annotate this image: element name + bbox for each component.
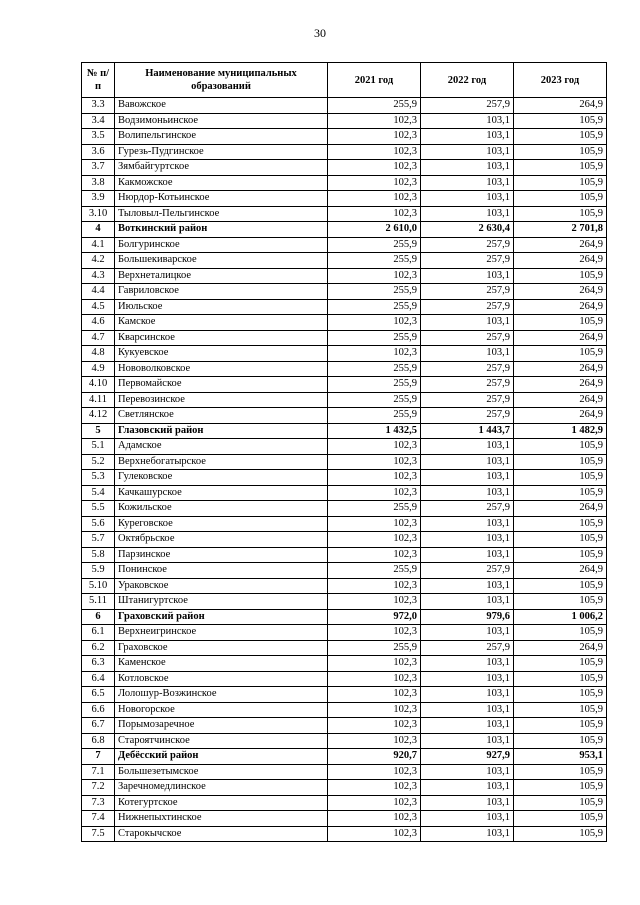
value-2023: 105,9 bbox=[514, 687, 607, 703]
row-number: 7.1 bbox=[82, 764, 115, 780]
value-2021: 102,3 bbox=[328, 113, 421, 129]
value-2022: 103,1 bbox=[421, 175, 514, 191]
value-2021: 102,3 bbox=[328, 656, 421, 672]
table-header bbox=[82, 63, 607, 98]
value-2021: 102,3 bbox=[328, 175, 421, 191]
row-number: 4.9 bbox=[82, 361, 115, 377]
municipality-name: Понинское bbox=[115, 563, 328, 579]
value-2023: 105,9 bbox=[514, 578, 607, 594]
value-2022: 103,1 bbox=[421, 764, 514, 780]
table-row bbox=[82, 268, 607, 284]
row-number: 6 bbox=[82, 609, 115, 625]
value-2022: 103,1 bbox=[421, 191, 514, 207]
value-2021: 102,3 bbox=[328, 625, 421, 641]
municipality-name: Зямбайгуртское bbox=[115, 160, 328, 176]
municipality-name: Качкашурское bbox=[115, 485, 328, 501]
row-number: 6.6 bbox=[82, 702, 115, 718]
municipality-name: Вавожское bbox=[115, 98, 328, 114]
row-number: 6.4 bbox=[82, 671, 115, 687]
table-body bbox=[82, 98, 607, 842]
municipality-name: Верхнеталицкое bbox=[115, 268, 328, 284]
value-2021: 255,9 bbox=[328, 563, 421, 579]
value-2022: 103,1 bbox=[421, 346, 514, 362]
value-2023: 2 701,8 bbox=[514, 222, 607, 238]
row-number: 6.3 bbox=[82, 656, 115, 672]
value-2023: 105,9 bbox=[514, 795, 607, 811]
table-row bbox=[82, 454, 607, 470]
value-2023: 1 482,9 bbox=[514, 423, 607, 439]
value-2021: 102,3 bbox=[328, 129, 421, 145]
value-2022: 103,1 bbox=[421, 702, 514, 718]
value-2021: 102,3 bbox=[328, 780, 421, 796]
value-2021: 102,3 bbox=[328, 532, 421, 548]
municipality-name: Октябрьское bbox=[115, 532, 328, 548]
row-number: 3.3 bbox=[82, 98, 115, 114]
value-2022: 103,1 bbox=[421, 315, 514, 331]
value-2023: 264,9 bbox=[514, 408, 607, 424]
value-2022: 2 630,4 bbox=[421, 222, 514, 238]
municipality-name: Котловское bbox=[115, 671, 328, 687]
value-2023: 105,9 bbox=[514, 439, 607, 455]
value-2023: 264,9 bbox=[514, 284, 607, 300]
municipality-name: Порымозаречное bbox=[115, 718, 328, 734]
value-2023: 105,9 bbox=[514, 485, 607, 501]
table-row bbox=[82, 144, 607, 160]
table-row bbox=[82, 656, 607, 672]
value-2021: 102,3 bbox=[328, 594, 421, 610]
value-2021: 255,9 bbox=[328, 392, 421, 408]
municipal-budget-table bbox=[81, 62, 607, 842]
value-2021: 255,9 bbox=[328, 253, 421, 269]
value-2022: 927,9 bbox=[421, 749, 514, 765]
value-2022: 257,9 bbox=[421, 361, 514, 377]
table-row bbox=[82, 392, 607, 408]
row-number: 3.10 bbox=[82, 206, 115, 222]
value-2023: 105,9 bbox=[514, 547, 607, 563]
value-2021: 102,3 bbox=[328, 315, 421, 331]
row-number: 4.12 bbox=[82, 408, 115, 424]
table-row bbox=[82, 485, 607, 501]
municipality-name: Какможское bbox=[115, 175, 328, 191]
table-row bbox=[82, 671, 607, 687]
row-number: 3.9 bbox=[82, 191, 115, 207]
table-row bbox=[82, 206, 607, 222]
municipality-name: Гавриловское bbox=[115, 284, 328, 300]
table-row bbox=[82, 547, 607, 563]
value-2022: 103,1 bbox=[421, 656, 514, 672]
header-municipality-name: Наименование муниципальных образований bbox=[115, 63, 328, 98]
value-2022: 257,9 bbox=[421, 98, 514, 114]
table-row bbox=[82, 330, 607, 346]
value-2023: 105,9 bbox=[514, 206, 607, 222]
value-2023: 105,9 bbox=[514, 780, 607, 796]
municipality-name: Гулековское bbox=[115, 470, 328, 486]
row-number: 5.6 bbox=[82, 516, 115, 532]
district-total-row bbox=[82, 423, 607, 439]
value-2021: 255,9 bbox=[328, 237, 421, 253]
table-row bbox=[82, 299, 607, 315]
municipality-name: Светлянское bbox=[115, 408, 328, 424]
value-2023: 105,9 bbox=[514, 191, 607, 207]
value-2023: 105,9 bbox=[514, 733, 607, 749]
table-row bbox=[82, 346, 607, 362]
table-row bbox=[82, 625, 607, 641]
value-2023: 264,9 bbox=[514, 640, 607, 656]
municipality-name: Новогорское bbox=[115, 702, 328, 718]
value-2022: 103,1 bbox=[421, 532, 514, 548]
municipality-name: Каменское bbox=[115, 656, 328, 672]
table-row bbox=[82, 237, 607, 253]
value-2023: 105,9 bbox=[514, 826, 607, 842]
row-number: 5.5 bbox=[82, 501, 115, 517]
row-number: 4.1 bbox=[82, 237, 115, 253]
value-2022: 103,1 bbox=[421, 113, 514, 129]
row-number: 6.1 bbox=[82, 625, 115, 641]
municipality-name: Верхнебогатырское bbox=[115, 454, 328, 470]
value-2023: 105,9 bbox=[514, 764, 607, 780]
municipality-name: Адамское bbox=[115, 439, 328, 455]
table-row bbox=[82, 284, 607, 300]
value-2022: 979,6 bbox=[421, 609, 514, 625]
value-2023: 105,9 bbox=[514, 702, 607, 718]
value-2021: 102,3 bbox=[328, 687, 421, 703]
value-2022: 103,1 bbox=[421, 206, 514, 222]
value-2021: 972,0 bbox=[328, 609, 421, 625]
value-2021: 255,9 bbox=[328, 361, 421, 377]
value-2022: 103,1 bbox=[421, 144, 514, 160]
row-number: 6.5 bbox=[82, 687, 115, 703]
row-number: 3.8 bbox=[82, 175, 115, 191]
value-2021: 255,9 bbox=[328, 640, 421, 656]
value-2022: 103,1 bbox=[421, 547, 514, 563]
row-number: 6.2 bbox=[82, 640, 115, 656]
value-2022: 257,9 bbox=[421, 330, 514, 346]
row-number: 5.11 bbox=[82, 594, 115, 610]
value-2023: 105,9 bbox=[514, 454, 607, 470]
value-2023: 105,9 bbox=[514, 470, 607, 486]
municipality-name: Большекиварское bbox=[115, 253, 328, 269]
value-2023: 105,9 bbox=[514, 113, 607, 129]
municipality-name: Водзимоньинское bbox=[115, 113, 328, 129]
value-2023: 264,9 bbox=[514, 330, 607, 346]
table-row bbox=[82, 780, 607, 796]
row-number: 5 bbox=[82, 423, 115, 439]
value-2023: 105,9 bbox=[514, 811, 607, 827]
value-2021: 102,3 bbox=[328, 485, 421, 501]
table-row bbox=[82, 733, 607, 749]
row-number: 5.7 bbox=[82, 532, 115, 548]
value-2021: 1 432,5 bbox=[328, 423, 421, 439]
value-2022: 103,1 bbox=[421, 811, 514, 827]
row-number: 6.7 bbox=[82, 718, 115, 734]
header-year-2023: 2023 год bbox=[514, 63, 607, 98]
value-2021: 255,9 bbox=[328, 377, 421, 393]
value-2021: 102,3 bbox=[328, 826, 421, 842]
row-number: 7.3 bbox=[82, 795, 115, 811]
value-2021: 102,3 bbox=[328, 547, 421, 563]
municipality-name: Камское bbox=[115, 315, 328, 331]
value-2022: 103,1 bbox=[421, 594, 514, 610]
value-2023: 105,9 bbox=[514, 516, 607, 532]
value-2022: 257,9 bbox=[421, 299, 514, 315]
table-row bbox=[82, 361, 607, 377]
value-2023: 105,9 bbox=[514, 175, 607, 191]
municipality-name: Кожильское bbox=[115, 501, 328, 517]
municipality-name: Заречномедлинское bbox=[115, 780, 328, 796]
table-row bbox=[82, 408, 607, 424]
value-2023: 264,9 bbox=[514, 392, 607, 408]
municipality-name: Глазовский район bbox=[115, 423, 328, 439]
value-2022: 257,9 bbox=[421, 284, 514, 300]
district-total-row bbox=[82, 609, 607, 625]
value-2021: 255,9 bbox=[328, 330, 421, 346]
table-row bbox=[82, 702, 607, 718]
district-total-row bbox=[82, 222, 607, 238]
row-number: 5.10 bbox=[82, 578, 115, 594]
value-2023: 105,9 bbox=[514, 625, 607, 641]
row-number: 5.8 bbox=[82, 547, 115, 563]
value-2022: 103,1 bbox=[421, 625, 514, 641]
value-2023: 105,9 bbox=[514, 315, 607, 331]
value-2022: 103,1 bbox=[421, 733, 514, 749]
header-row bbox=[82, 63, 607, 98]
municipality-name: Кварсинское bbox=[115, 330, 328, 346]
table-row bbox=[82, 594, 607, 610]
value-2021: 102,3 bbox=[328, 764, 421, 780]
table-row bbox=[82, 113, 607, 129]
row-number: 7.5 bbox=[82, 826, 115, 842]
table-row bbox=[82, 764, 607, 780]
row-number: 3.6 bbox=[82, 144, 115, 160]
table-row bbox=[82, 532, 607, 548]
table-row bbox=[82, 795, 607, 811]
value-2023: 264,9 bbox=[514, 377, 607, 393]
row-number: 4.6 bbox=[82, 315, 115, 331]
value-2021: 102,3 bbox=[328, 811, 421, 827]
municipality-name: Болгуринское bbox=[115, 237, 328, 253]
table-row bbox=[82, 439, 607, 455]
row-number: 3.4 bbox=[82, 113, 115, 129]
value-2023: 105,9 bbox=[514, 129, 607, 145]
row-number: 7 bbox=[82, 749, 115, 765]
table-row bbox=[82, 160, 607, 176]
value-2021: 102,3 bbox=[328, 439, 421, 455]
value-2023: 264,9 bbox=[514, 501, 607, 517]
table-row bbox=[82, 718, 607, 734]
value-2021: 255,9 bbox=[328, 299, 421, 315]
value-2023: 264,9 bbox=[514, 563, 607, 579]
value-2021: 102,3 bbox=[328, 795, 421, 811]
value-2022: 257,9 bbox=[421, 392, 514, 408]
row-number: 4.2 bbox=[82, 253, 115, 269]
value-2022: 103,1 bbox=[421, 795, 514, 811]
table-row bbox=[82, 578, 607, 594]
table-row bbox=[82, 501, 607, 517]
value-2022: 103,1 bbox=[421, 578, 514, 594]
row-number: 5.4 bbox=[82, 485, 115, 501]
municipality-name: Парзинское bbox=[115, 547, 328, 563]
value-2022: 257,9 bbox=[421, 237, 514, 253]
row-number: 6.8 bbox=[82, 733, 115, 749]
row-number: 4.10 bbox=[82, 377, 115, 393]
municipality-name: Воткинский район bbox=[115, 222, 328, 238]
municipality-name: Кукуевское bbox=[115, 346, 328, 362]
municipality-name: Староятчинское bbox=[115, 733, 328, 749]
value-2022: 1 443,7 bbox=[421, 423, 514, 439]
value-2023: 953,1 bbox=[514, 749, 607, 765]
table-row bbox=[82, 175, 607, 191]
municipality-name: Граховское bbox=[115, 640, 328, 656]
value-2021: 255,9 bbox=[328, 501, 421, 517]
value-2021: 102,3 bbox=[328, 718, 421, 734]
value-2021: 102,3 bbox=[328, 206, 421, 222]
row-number: 4.4 bbox=[82, 284, 115, 300]
table-row bbox=[82, 98, 607, 114]
value-2022: 103,1 bbox=[421, 454, 514, 470]
value-2023: 264,9 bbox=[514, 361, 607, 377]
value-2023: 264,9 bbox=[514, 299, 607, 315]
value-2023: 105,9 bbox=[514, 671, 607, 687]
district-total-row bbox=[82, 749, 607, 765]
table-row bbox=[82, 516, 607, 532]
value-2023: 105,9 bbox=[514, 160, 607, 176]
value-2021: 102,3 bbox=[328, 702, 421, 718]
municipality-name: Большезетымское bbox=[115, 764, 328, 780]
municipality-name: Старокычское bbox=[115, 826, 328, 842]
value-2021: 102,3 bbox=[328, 346, 421, 362]
row-number: 4.7 bbox=[82, 330, 115, 346]
value-2021: 102,3 bbox=[328, 191, 421, 207]
value-2023: 105,9 bbox=[514, 656, 607, 672]
value-2023: 105,9 bbox=[514, 346, 607, 362]
municipality-name: Июльское bbox=[115, 299, 328, 315]
table-row bbox=[82, 563, 607, 579]
value-2022: 103,1 bbox=[421, 268, 514, 284]
value-2022: 103,1 bbox=[421, 470, 514, 486]
header-year-2021: 2021 год bbox=[328, 63, 421, 98]
table-row bbox=[82, 191, 607, 207]
value-2021: 102,3 bbox=[328, 160, 421, 176]
municipality-name: Верхнеигринское bbox=[115, 625, 328, 641]
value-2023: 264,9 bbox=[514, 237, 607, 253]
municipality-name: Ураковское bbox=[115, 578, 328, 594]
row-number: 4.11 bbox=[82, 392, 115, 408]
value-2022: 103,1 bbox=[421, 671, 514, 687]
municipality-name: Волипельгинское bbox=[115, 129, 328, 145]
value-2022: 103,1 bbox=[421, 780, 514, 796]
value-2023: 105,9 bbox=[514, 594, 607, 610]
value-2023: 105,9 bbox=[514, 718, 607, 734]
municipality-name: Куреговское bbox=[115, 516, 328, 532]
row-number: 5.3 bbox=[82, 470, 115, 486]
value-2022: 103,1 bbox=[421, 160, 514, 176]
municipality-name: Нюрдор-Котьинское bbox=[115, 191, 328, 207]
table-row bbox=[82, 315, 607, 331]
row-number: 4.5 bbox=[82, 299, 115, 315]
value-2022: 103,1 bbox=[421, 718, 514, 734]
municipality-name: Первомайское bbox=[115, 377, 328, 393]
table-row bbox=[82, 129, 607, 145]
municipality-name: Лолошур-Возжинское bbox=[115, 687, 328, 703]
value-2023: 105,9 bbox=[514, 532, 607, 548]
municipality-name: Тыловыл-Пельгинское bbox=[115, 206, 328, 222]
header-number: № п/п bbox=[82, 63, 115, 98]
row-number: 5.9 bbox=[82, 563, 115, 579]
value-2022: 257,9 bbox=[421, 640, 514, 656]
table-row bbox=[82, 253, 607, 269]
row-number: 7.4 bbox=[82, 811, 115, 827]
value-2022: 103,1 bbox=[421, 687, 514, 703]
value-2022: 257,9 bbox=[421, 253, 514, 269]
value-2023: 264,9 bbox=[514, 98, 607, 114]
value-2022: 257,9 bbox=[421, 501, 514, 517]
row-number: 3.5 bbox=[82, 129, 115, 145]
header-year-2022: 2022 год bbox=[421, 63, 514, 98]
value-2021: 102,3 bbox=[328, 733, 421, 749]
row-number: 4.3 bbox=[82, 268, 115, 284]
value-2023: 105,9 bbox=[514, 144, 607, 160]
value-2021: 102,3 bbox=[328, 671, 421, 687]
value-2021: 2 610,0 bbox=[328, 222, 421, 238]
municipality-name: Котегуртское bbox=[115, 795, 328, 811]
municipality-name: Перевозинское bbox=[115, 392, 328, 408]
value-2023: 105,9 bbox=[514, 268, 607, 284]
table-row bbox=[82, 640, 607, 656]
value-2021: 102,3 bbox=[328, 516, 421, 532]
value-2021: 255,9 bbox=[328, 284, 421, 300]
row-number: 4.8 bbox=[82, 346, 115, 362]
value-2022: 103,1 bbox=[421, 439, 514, 455]
value-2022: 257,9 bbox=[421, 377, 514, 393]
table-row bbox=[82, 687, 607, 703]
table-row bbox=[82, 377, 607, 393]
page-number: 30 bbox=[314, 26, 326, 40]
row-number: 7.2 bbox=[82, 780, 115, 796]
value-2021: 920,7 bbox=[328, 749, 421, 765]
value-2022: 103,1 bbox=[421, 485, 514, 501]
table-row bbox=[82, 826, 607, 842]
municipality-name: Нижнепыхтинское bbox=[115, 811, 328, 827]
municipality-name: Гурезь-Пудгинское bbox=[115, 144, 328, 160]
table-row bbox=[82, 811, 607, 827]
value-2021: 102,3 bbox=[328, 144, 421, 160]
municipality-name: Дебёсский район bbox=[115, 749, 328, 765]
row-number: 5.2 bbox=[82, 454, 115, 470]
value-2023: 264,9 bbox=[514, 253, 607, 269]
municipality-name: Граховский район bbox=[115, 609, 328, 625]
row-number: 5.1 bbox=[82, 439, 115, 455]
value-2022: 257,9 bbox=[421, 408, 514, 424]
municipality-name: Нововолковское bbox=[115, 361, 328, 377]
value-2021: 102,3 bbox=[328, 268, 421, 284]
table-row bbox=[82, 470, 607, 486]
value-2021: 102,3 bbox=[328, 470, 421, 486]
value-2021: 255,9 bbox=[328, 408, 421, 424]
value-2021: 255,9 bbox=[328, 98, 421, 114]
value-2021: 102,3 bbox=[328, 454, 421, 470]
municipality-name: Штанигуртское bbox=[115, 594, 328, 610]
value-2022: 257,9 bbox=[421, 563, 514, 579]
value-2022: 103,1 bbox=[421, 129, 514, 145]
value-2023: 1 006,2 bbox=[514, 609, 607, 625]
value-2022: 103,1 bbox=[421, 826, 514, 842]
row-number: 3.7 bbox=[82, 160, 115, 176]
value-2021: 102,3 bbox=[328, 578, 421, 594]
row-number: 4 bbox=[82, 222, 115, 238]
value-2022: 103,1 bbox=[421, 516, 514, 532]
